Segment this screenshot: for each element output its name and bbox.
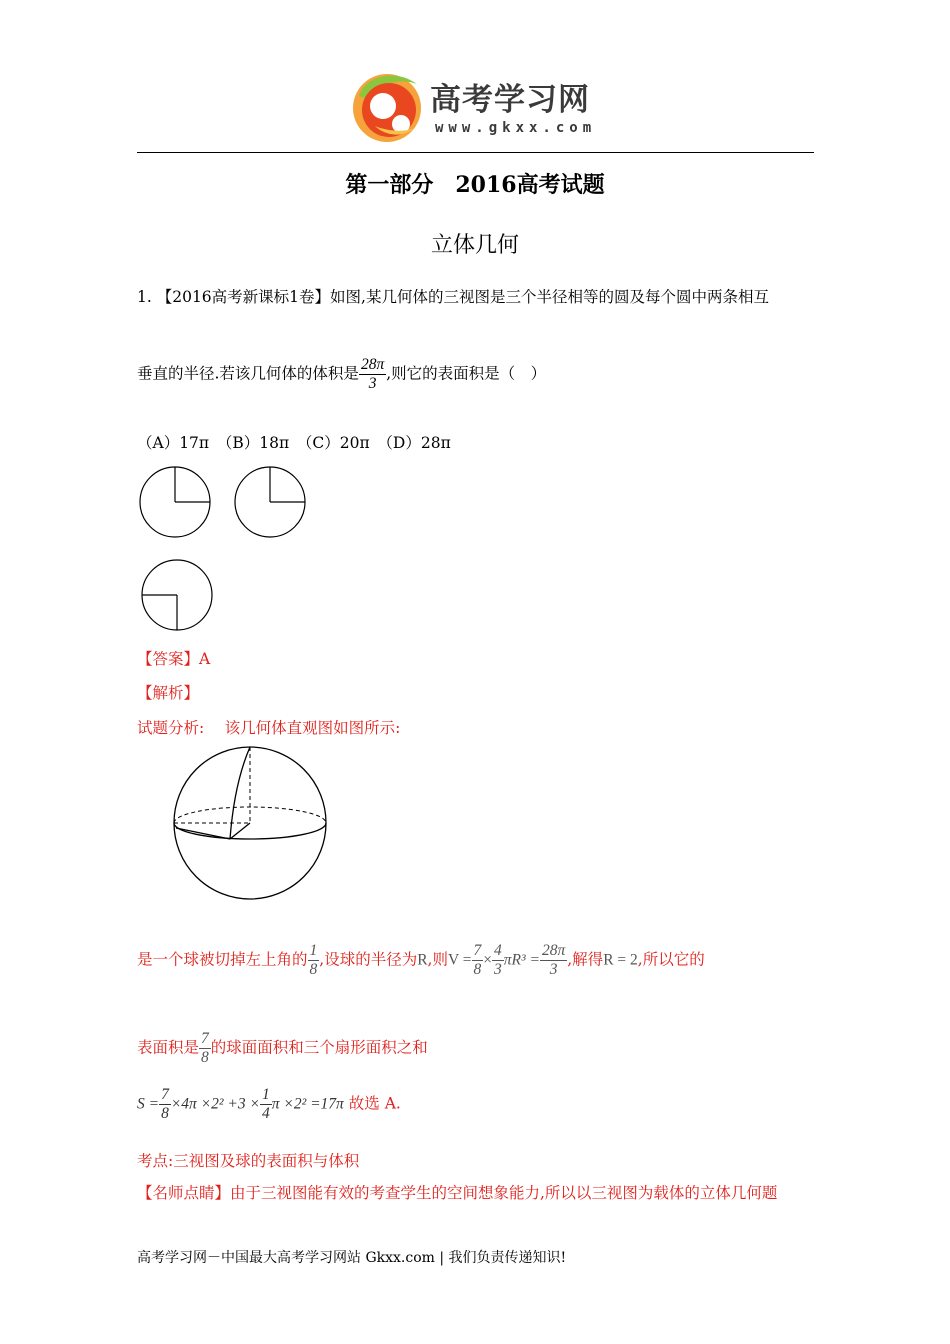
page-footer: 高考学习网－中国最大高考学习网站 Gkxx.com | 我们负责传递知识! [137,1250,567,1266]
step2-fraction [199,1030,211,1067]
answer-label: 【答案】A [137,650,211,668]
question-line-2-pre: 垂直的半径.若该几何体的体积是 [137,364,359,383]
fraction-denominator: 8 [161,1104,169,1122]
step1-mid2: ,则 [427,950,448,969]
analysis-intro: 试题分析: 该几何体直观图如图所示: [137,719,401,737]
logo-title: 高考学习网 [430,82,590,118]
mingshi-dianjing: 【名师点睛】由于三视图能有效的考查学生的空间想象能力,所以以三视图为载体的立体几何题 [137,1184,778,1202]
analysis-step-3 [137,1086,401,1123]
step2-post: 的球面面积和三个扇形面积之和 [210,1038,428,1057]
header-divider [137,152,814,153]
step3-fraction-1 [159,1086,171,1123]
step1-pre: 是一个球被切掉左上角的 [137,950,308,969]
step1-mid3: ,解得 [567,950,604,969]
fraction-numerator: 7 [473,942,482,959]
fraction-denominator: 8 [473,960,482,978]
question-line-1: 1. 【2016高考新课标1卷】如图,某几何体的三视图是三个半径相等的圆及每个圆中两条相互 [137,288,769,306]
three-view-side [233,464,313,544]
step1-R-value: R = 2 [603,951,638,969]
fraction-numerator: 1 [309,942,318,959]
fraction-denominator: 8 [201,1048,209,1066]
step3-mid: ×4π ×2² +3 × [170,1095,260,1113]
fraction-numerator: 28π [360,356,385,373]
logo-url: www.gkxx.com [435,120,597,136]
question-line-2-post: ,则它的表面积是（ ） [386,364,547,383]
analysis-label: 【解析】 [137,684,200,702]
step1-times: × [483,951,493,969]
volume-fraction [359,356,386,393]
fraction-numerator: 1 [261,1086,270,1103]
step1-piR3: πR³ = [503,951,540,969]
fraction-numerator: 7 [161,1086,169,1103]
step1-fraction-4 [540,942,567,979]
fraction-denominator: 8 [309,960,318,978]
analysis-step-1 [137,942,705,979]
step3-post: 故选 A. [348,1094,401,1113]
step1-V: V = [447,951,472,969]
fraction-denominator: 3 [549,960,558,978]
gkxx-logo-icon [345,66,435,146]
step2-pre: 表面积是 [137,1038,200,1057]
fraction-denominator: 3 [368,374,377,392]
step1-fraction-2 [472,942,484,979]
fraction-denominator: 3 [494,960,502,978]
fraction-numerator: 7 [201,1030,209,1047]
part-title: 第一部分 2016高考试题 [345,172,605,198]
step3-S: S = [137,1095,160,1113]
three-view-top [140,558,220,638]
three-view-front [138,464,218,544]
step3-fraction-2 [260,1086,272,1123]
fraction-denominator: 4 [261,1104,270,1122]
step1-mid1: ,设球的半径为 [319,950,418,969]
question-line-2 [137,356,546,393]
sphere-diagram [170,740,332,902]
analysis-step-2 [137,1030,428,1067]
fraction-numerator: 4 [494,942,502,959]
step1-post: ,所以它的 [637,950,705,969]
step1-fraction-3 [492,942,504,979]
answer-options: （A）17π （B）18π （C）20π （D）28π [137,434,451,452]
kaodian: 考点:三视图及球的表面积与体积 [137,1152,360,1170]
section-title: 立体几何 [430,233,519,258]
fraction-numerator: 28π [541,942,566,959]
step1-R: R [417,951,428,969]
step1-fraction-1 [308,942,320,979]
step3-end: π ×2² =17π [271,1095,344,1113]
